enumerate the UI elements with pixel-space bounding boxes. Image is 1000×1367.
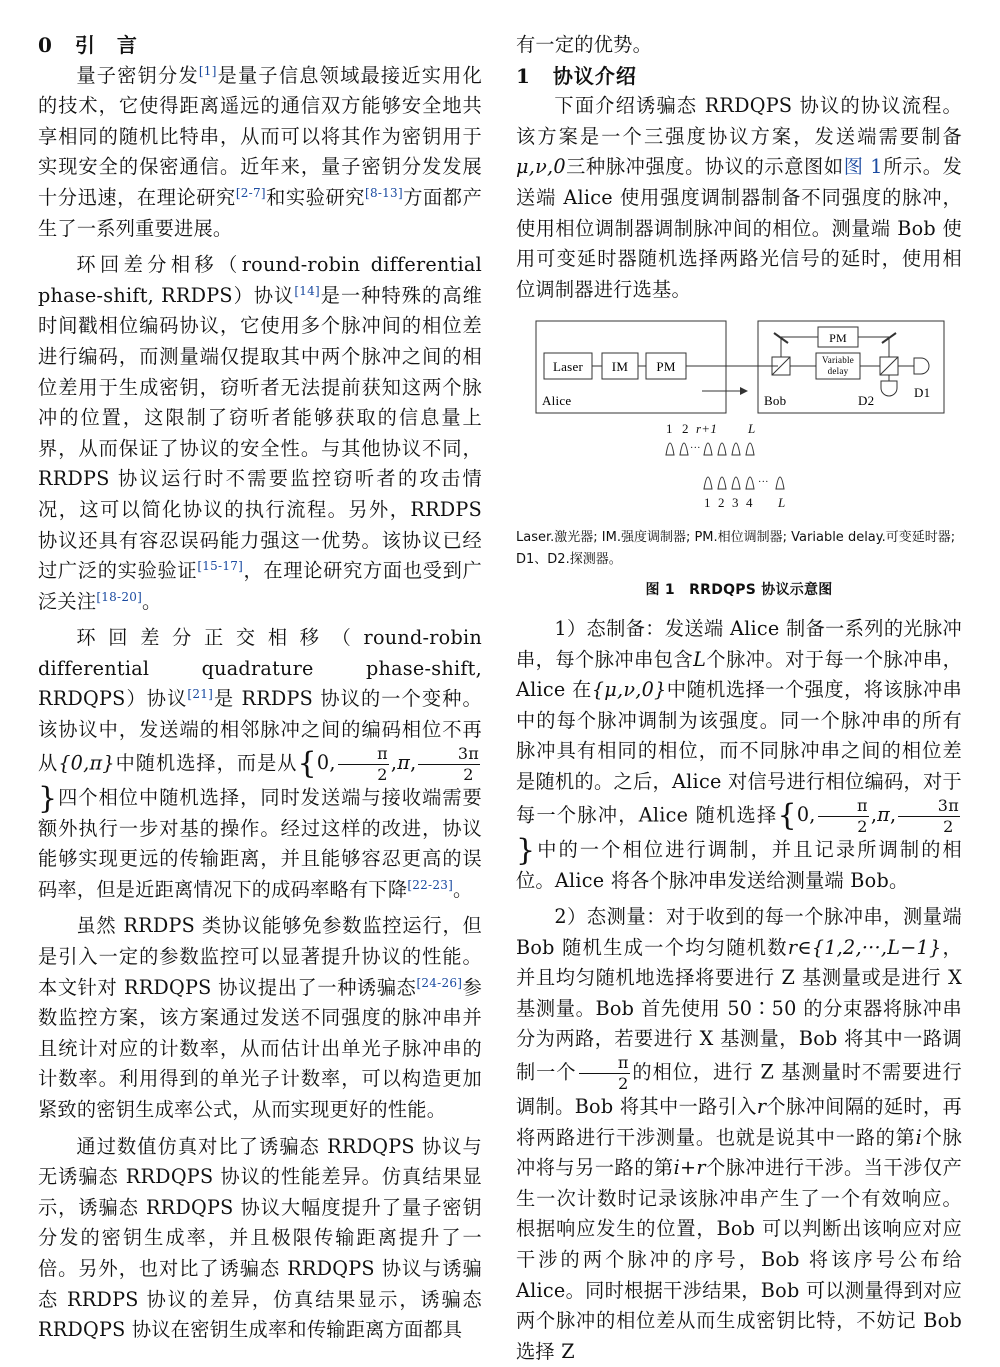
figure-caption: Laser.激光器; IM.强度调制器; PM.相位调制器; Variable delay.可变延时器; D1、D2.探测器。 [516, 530, 956, 568]
paragraph-intro-4: 虽然 RRDPS 类协议能够免参数监控运行，但是引入一定的参数监控可以显著提升协议的性能。本文针对 RRDQPS 协议提出了一种诱骗态[24-26]参数监控方案，该方案通过发送不同强度的脉冲串并且统计对应的计数率，从而估计出单光子脉冲串的计数率。利用得到的单光子计数率，可以构造更加紧致的密钥生成率公式，从而实现更好的性能。 [38, 914, 483, 1121]
pulse-train-top [666, 421, 755, 455]
section-heading-introduction [38, 30, 482, 61]
paragraph-state-preparation: 1）态制备：发送端 Alice 制备一系列的光脉冲串，每个脉冲串包含L个脉冲。对于每一个脉冲串，Alice 在{μ,ν,0}中随机选择一个强度，将该脉冲串中的每个脉冲调制为该强度。同一个脉冲串的所有脉冲具有相同的相位，而不同脉冲串之间的相位差是随机的。之后，Alice 对信号进行相位编码，对于每一个脉冲，Alice 随机选择{0, $\frac{\pi}{2}$ ,π, $\frac{3\pi}{2}$ }中的一个相位进行调制，并且记录所调制的相位。Alice 将各个脉冲串发送给测量端 Bob。 [516, 616, 963, 892]
im-label: IM [611, 359, 629, 375]
citation-link[interactable]: [8-13] [365, 185, 403, 200]
paragraph-intro-3: 环回差分正交相移（round-robin differential quadrature phase-shift, RRDQPS）协议[21]是 RRDPS 协议的一个变种。该协议中，发送端的相邻脉冲之间的编码相位不再从{0,π}中随机选择，而是从{0, $\frac{\pi}{2}$ ,π, $\frac{3\pi}{2}$ }四个相位中随机选择，同时发送端与接收端需要额外执行一步对基的操作。经过这样的改进，协议能够实现更远的传输距离，并且能够容忍更高的误码率，但是近距离情况下的成码率略有下降[22-23]。 [38, 626, 482, 901]
right-column [516, 30, 962, 1367]
figure-title: 图 1 RRDQPS 协议示意图 [645, 582, 833, 599]
svg-text:···: ··· [758, 477, 769, 489]
figure-link[interactable]: 图 1 [843, 155, 883, 179]
svg-text:L: L [748, 421, 756, 437]
alice-label: Alice [542, 393, 572, 409]
svg-text:2: 2 [718, 495, 725, 511]
citation-link[interactable]: [21] [187, 687, 214, 702]
laser-label: Laser [552, 359, 584, 375]
heading-number: 0 [38, 33, 53, 57]
paragraph-intro-2: 环回差分相移（round-robin differential phase-shift, RRDPS）协议[14]是一种特殊的高维时间戳相位编码协议，它使用多个脉冲间的相位差进行编码，而测量端仅提取其中两个脉冲之间的相位差用于生成密钥，窃听者无法提前获知这两个脉冲的位置，这限制了窃听者能够获取的信息量上界，从而保证了协议的安全性。与其他协议不同，RRDPS 协议运行时不需要监控窃听者的攻击情况，这可以简化协议的执行流程。另外，RRDPS 协议还具有容忍误码能力强这一优势。该协议已经过广泛的实验验证[15-17]，在理论研究方面也受到广泛关注[18-20]。 [38, 253, 483, 613]
protocol-diagram [516, 315, 962, 527]
citation-link[interactable]: [2-7] [235, 185, 266, 200]
paragraph-state-measurement: 2）态测量：对于收到的每一个脉冲串，测量端 Bob 随机生成一个均匀随机数r∈{1,2,···,L−1}，并且均匀随机地选择将要进行 Z 基测量或是进行 X 基测量。Bob 首先使用 50∶50 的分束器将脉冲串分为两路，若要进行 X 基测量，Bob 将其中一路调制一个 $\frac{\pi}{2}$ 的相位，进行 Z 基测量时不需要进行调制。Bob 将其中一路引入r个脉冲间隔的延时，再将两路进行干涉测量。也就是说其中一路的第i个脉冲将与另一路的第i+r个脉冲进行干涉。当干涉仅产生一次计数时记录该脉冲串产生了一个有效响应。根据响应发生的位置，Bob 可以判断出该响应对应干涉的两个脉冲的序号，Bob 将该序号公布给 Alice。同时根据干涉结果，Bob 可以测量得到对应两个脉冲的相位差从而生成密钥比特，不妨记 Bob 选择 Z [516, 905, 963, 1363]
heading-text: 引 言 [74, 33, 138, 57]
paragraph-continuation: 有一定的优势。 [516, 33, 653, 56]
svg-text:1: 1 [704, 495, 711, 511]
bob-label: Bob [764, 393, 787, 409]
phase-set-formula: {0, $\frac{\pi}{2}$ ,π, $\frac{3\pi}{2}$ } [38, 743, 480, 816]
pulse-train-bottom [704, 477, 785, 510]
detector-d1 [914, 358, 929, 374]
citation-link[interactable]: [22-23] [407, 877, 454, 892]
paragraph-protocol-1: 下面介绍诱骗态 RRDQPS 协议的协议流程。该方案是一个三强度协议方案，发送端需要制备μ,ν,0三种脉冲强度。协议的示意图如图 1所示。发送端 Alice 使用强度调制器制备不同强度的脉冲，使用相位调制器调制脉冲间的相位。测量端 Bob 使用可变延时器随机选择两路光信号的延时，使用相位调制器进行选基。 [516, 94, 963, 301]
heading-number: 1 [516, 63, 531, 88]
citation-link[interactable]: [1] [198, 63, 217, 78]
detector-d2 [881, 381, 897, 396]
d2-label: D2 [858, 393, 875, 409]
svg-text:4: 4 [746, 495, 753, 511]
section-heading-protocol [516, 61, 962, 92]
svg-text:Variable: Variable [822, 355, 854, 366]
phase-set-formula: {0, $\frac{\pi}{2}$ ,π, $\frac{3\pi}{2}$ } [516, 795, 959, 868]
svg-text:···: ··· [690, 443, 701, 455]
svg-text:3: 3 [732, 495, 739, 511]
svg-text:delay: delay [827, 366, 849, 377]
left-column [38, 30, 482, 1346]
svg-text:PM: PM [829, 331, 847, 346]
citation-link[interactable]: [15-17] [197, 559, 244, 574]
svg-text:1: 1 [666, 421, 673, 437]
citation-link[interactable]: [14] [294, 283, 320, 298]
pm-label: PM [656, 359, 676, 375]
citation-link[interactable]: [24-26] [416, 975, 463, 990]
svg-text:L: L [778, 495, 786, 511]
paragraph-intro-1: 量子密钥分发[1]是量子信息领域最接近实用化的技术，它使得距离遥远的通信双方能够安全地共享相同的随机比特串，从而可以将其作为密钥用于实现安全的保密通信。近年来，量子密钥分发发展十分迅速，在理论研究[2-7]和实验研究[8-13]方面都产生了一系列重要进展。 [38, 63, 483, 240]
svg-text:r+1: r+1 [696, 421, 718, 437]
paragraph-intro-5: 通过数值仿真对比了诱骗态 RRDQPS 协议与无诱骗态 RRDQPS 协议的性能差异。仿真结果显示，诱骗态 RRDQPS 协议大幅度提升了量子密钥分发的密钥生成率，并且极限传输距离提升了一倍。另外，也对比了诱骗态 RRDQPS 协议与诱骗态 RRDPS 协议的差异，仿真结果显示，诱骗态 RRDQPS 协议在密钥生成率和传输距离方面都具 [38, 1134, 482, 1342]
d1-label: D1 [914, 385, 931, 401]
protocol-figure [516, 315, 962, 527]
svg-text:2: 2 [682, 421, 689, 437]
heading-text: 协议介绍 [552, 63, 637, 88]
citation-link[interactable]: [18-20] [96, 589, 143, 604]
